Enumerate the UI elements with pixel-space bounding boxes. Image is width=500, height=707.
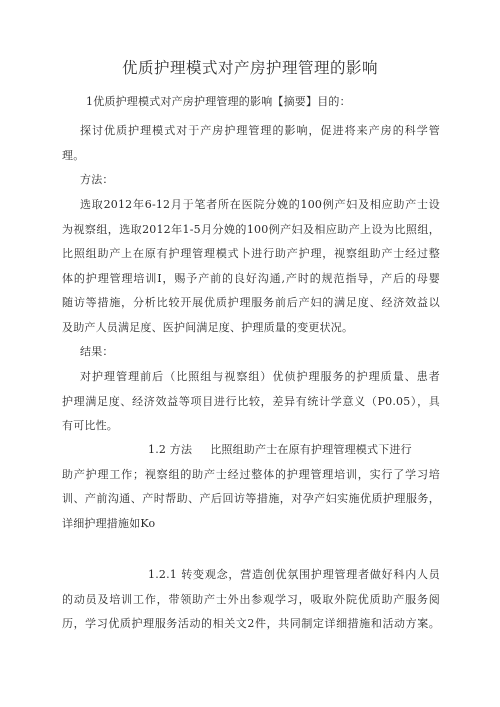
objective-line: 探讨优质护理模式对于产房护理管理的影响，促进将来产房的科学管 xyxy=(80,124,440,137)
methods-line: 随访等措施，分析比较开展优质护理服务前后产妇的满足度、经济效益以 xyxy=(62,296,440,309)
results-heading xyxy=(80,340,180,365)
section-1-2-line: 助产护理工作；视察组的助产士经过整体的护理管理培训，实行了学习培 xyxy=(62,467,440,481)
results-line: 护理满足度、经济效益等项目进行比较，差异有统计学意义（P0.05），具 xyxy=(62,394,440,408)
results-label: 结果： xyxy=(80,345,114,358)
section-1-2-lead: 比照组助产士在原有护理管理模式下进行 xyxy=(210,443,412,456)
results-line: 对护理管理前后（比照组与视察组）优侦护理服务的护理质量、患者 xyxy=(80,370,440,383)
objective-line: 理。 xyxy=(62,148,85,162)
abstract-intro-line: 1优质护理模式对产房护理管理的影响【摘要】目的： xyxy=(86,95,351,108)
section-1-2-1-line: 历，学习优质护理服务活动的相关文2件，共同制定详细措施和活动方案。 xyxy=(62,617,440,630)
methods-line: 为视察组，选取2012年1-5月分娩的100例产妇及相应助产上设为比照组， xyxy=(62,222,440,236)
methods-line: 及助产人员满足度、医护间满足度、护理质量的变更状况。 xyxy=(62,320,354,334)
section-1-2-first-line xyxy=(62,438,440,463)
methods-paragraph xyxy=(62,193,440,340)
methods-line: 比照组助产上在原有护理管理模式卜进行助产护理，视察组助产士经过整 xyxy=(62,247,440,260)
abstract-intro xyxy=(86,90,416,115)
section-1-2-1-line: 的动员及培训工作，带领助产士外出参观学习，吸取外院优质助产服务阅 xyxy=(62,592,440,606)
section-1-2-line: 训、产前沟通、产时帮助、产后回访等措施，对孕产妇实施优质护理服务， xyxy=(62,492,440,505)
methods-line: 选取2012年6-12月于笔者所在医院分娩的100例产妇及相应助产士设 xyxy=(80,198,440,211)
methods-label: 方法： xyxy=(80,173,114,186)
document-title: 优质护理模式对产房护理管理的影响 xyxy=(121,59,378,77)
section-1-2-line: 详细护理措施如Ko xyxy=(62,516,156,530)
section-1-2-1-line: 1.2.1 转变观念，营造创优氛围护理管理者做好科内人员 xyxy=(148,568,440,581)
results-paragraph xyxy=(62,365,440,439)
methods-line: 体的护理管理培训I，赐予产前的良好沟通,产时的规范指导，产后的母婴 xyxy=(62,271,440,285)
methods-heading xyxy=(80,168,180,193)
objective-paragraph xyxy=(62,119,440,168)
section-1-2-heading: 1.2 方法 xyxy=(148,443,193,456)
section-1-2-1 xyxy=(62,563,440,637)
section-1-2 xyxy=(62,438,440,536)
results-line: 有可比性。 xyxy=(62,419,118,432)
